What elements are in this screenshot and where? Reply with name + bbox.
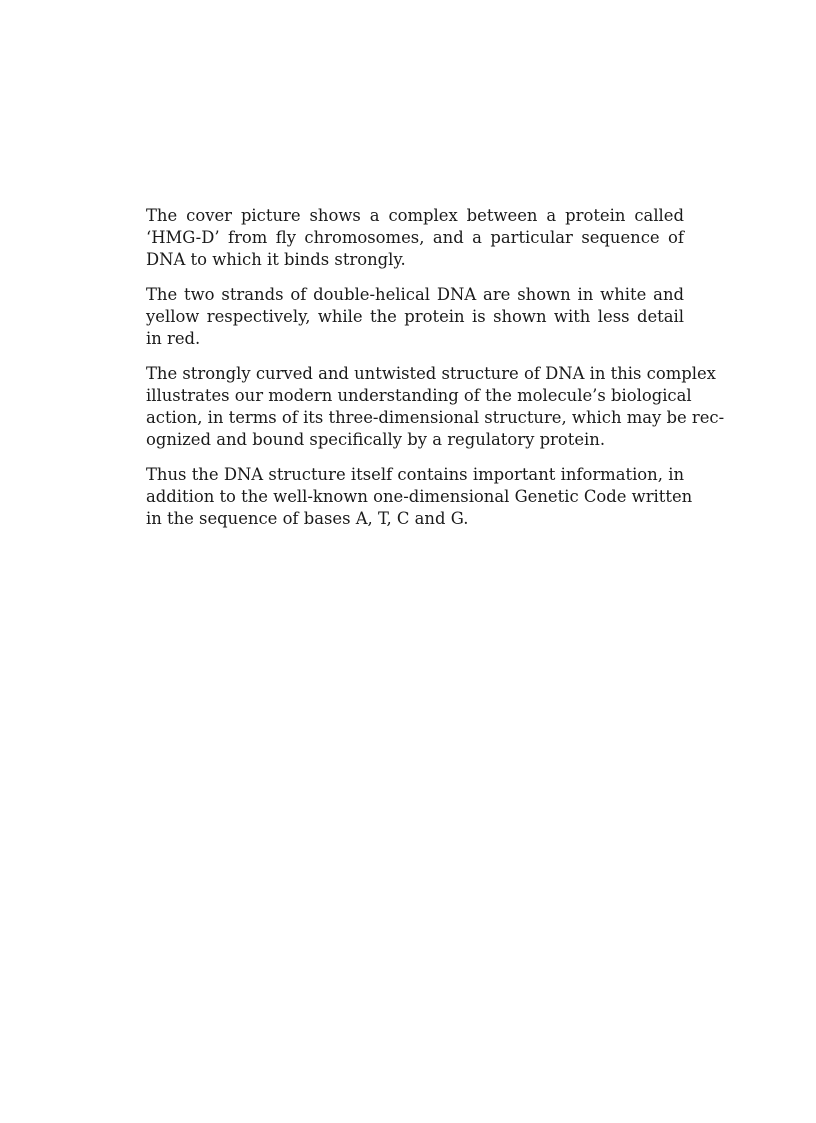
paragraph-cover-picture <box>146 205 684 271</box>
text-line: The cover picture shows a complex between a protein called <box>146 206 684 225</box>
text-line: DNA to which it binds strongly. <box>146 250 406 269</box>
paragraph-structure <box>146 363 725 451</box>
text-line: in red. <box>146 329 201 348</box>
text-line: addition to the well-known one-dimensional Genetic Code written <box>146 487 693 506</box>
text-line: ognized and bound specifically by a regulatory protein. <box>146 430 606 449</box>
text-line: The two strands of double-helical DNA are shown in white and <box>146 285 684 304</box>
text-line: ‘HMG-D’ from fly chromosomes, and a particular sequence of <box>146 228 684 247</box>
text-line: in the sequence of bases A, T, C and G. <box>146 509 469 528</box>
text-line: Thus the DNA structure itself contains important information, in <box>146 465 684 484</box>
text-line: yellow respectively, while the protein is shown with less detail <box>146 307 684 326</box>
text-line: The strongly curved and untwisted structure of DNA in this complex <box>146 364 716 383</box>
text-line: action, in terms of its three-dimensional structure, which may be rec- <box>146 408 725 427</box>
paragraph-strands <box>146 284 684 350</box>
text-line: illustrates our modern understanding of the molecule’s biological <box>146 386 692 405</box>
cover-description <box>146 205 725 543</box>
paragraph-genetic-code <box>146 464 693 530</box>
